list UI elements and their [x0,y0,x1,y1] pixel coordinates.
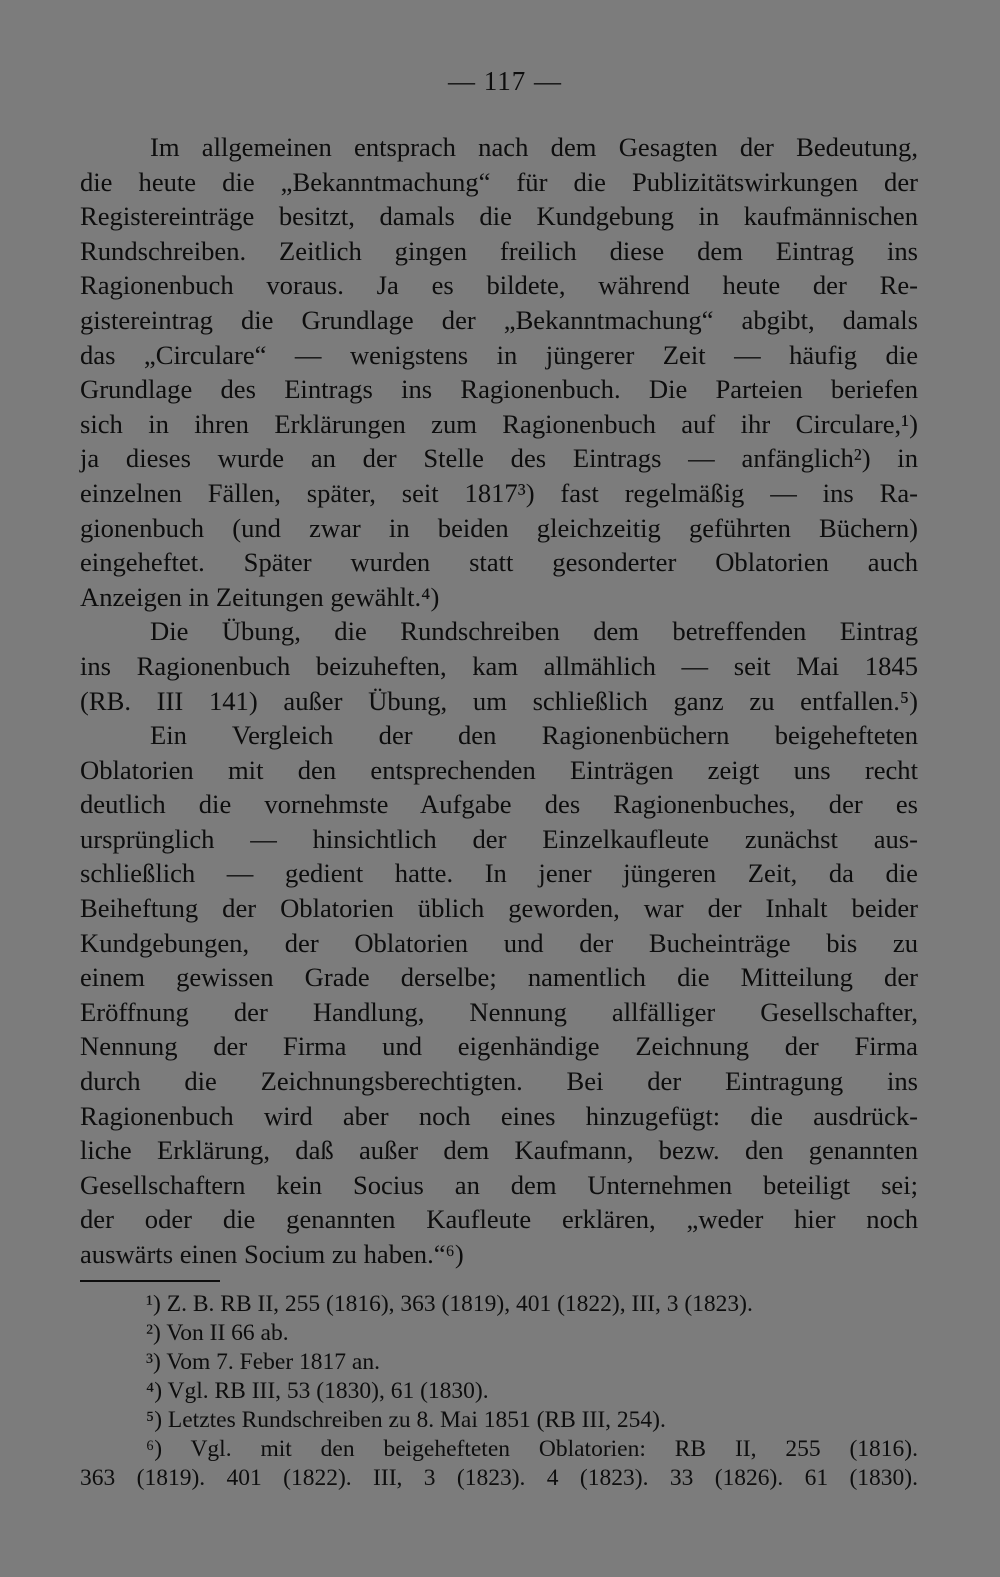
text-line: Beiheftung der Oblatorien üblich geworden, war der Inhalt beider [80,893,918,924]
text-line: Eröffnung der Handlung, Nennung allfälliger Gesellschafter, [80,996,918,1027]
text-line: Ragionenbuch voraus. Ja es bildete, während heute der Re- [80,270,918,301]
footnote: ⁵) Letztes Rundschreiben zu 8. Mai 1851 (RB III, 254). [146,1407,666,1433]
text-line: Rundschreiben. Zeitlich gingen freilich diese dem Eintrag ins [80,235,918,266]
text-line: der oder die genannten Kaufleute erklären, „weder hier noch [80,1204,918,1235]
text-line: schließlich — gedient hatte. In jener jüngeren Zeit, da die [80,858,918,889]
footnote: 363 (1819). 401 (1822). III, 3 (1823). 4 (1823). 33 (1826). 61 (1830). [80,1465,918,1491]
text-line: Gesellschaftern kein Socius an dem Unternehmen beteiligt sei; [80,1169,918,1200]
footnote: ²) Von II 66 ab. [146,1320,289,1346]
text-line: (RB. III 141) außer Übung, um schließlich ganz zu entfallen.⁵) [80,685,918,716]
page-number: — 117 — [448,66,562,96]
text-line: gionenbuch (und zwar in beiden gleichzeitig geführten Büchern) [80,512,918,543]
text-line: einem gewissen Grade derselbe; namentlich die Mitteilung der [80,962,918,993]
text-line: das „Circulare“ — wenigstens in jüngerer Zeit — häufig die [80,339,918,370]
text-line: ursprünglich — hinsichtlich der Einzelkaufleute zunächst aus- [80,823,918,854]
text-line: ja dieses wurde an der Stelle des Eintrags — anfänglich²) in [80,443,918,474]
text-line: einzelnen Fällen, später, seit 1817³) fast regelmäßig — ins Ra- [80,477,918,508]
text-line: Ein Vergleich der den Ragionenbüchern beigehefteten [150,720,918,751]
footnote: ³) Vom 7. Feber 1817 an. [146,1349,380,1375]
text-line: deutlich die vornehmste Aufgabe des Ragionenbuches, der es [80,789,918,820]
footnote: ¹) Z. B. RB II, 255 (1816), 363 (1819), 401 (1822), III, 3 (1823). [146,1291,753,1317]
text-line: gistereintrag die Grundlage der „Bekanntmachung“ abgibt, damals [80,304,918,335]
text-line: eingeheftet. Später wurden statt gesonderter Oblatorien auch [80,547,918,578]
footnote: ⁴) Vgl. RB III, 53 (1830), 61 (1830). [146,1378,489,1404]
text-line: Kundgebungen, der Oblatorien und der Bucheinträge bis zu [80,927,918,958]
text-line: Die Übung, die Rundschreiben dem betreffenden Eintrag [150,616,918,647]
footnotes [80,1290,918,1493]
text-line: ins Ragionenbuch beizuheften, kam allmählich — seit Mai 1845 [80,650,918,681]
footnote-separator [80,1280,220,1282]
text-line: durch die Zeichnungsberechtigten. Bei der Eintragung ins [80,1066,918,1097]
text-line: Registereinträge besitzt, damals die Kundgebung in kaufmännischen [80,201,918,232]
text-line: auswärts einen Socium zu haben.“⁶) [80,1239,464,1269]
text-line: Grundlage des Eintrags ins Ragionenbuch. Die Parteien beriefen [80,374,918,405]
text-line: die heute die „Bekanntmachung“ für die Publizitätswirkungen der [80,166,918,197]
text-line: Nennung der Firma und eigenhändige Zeichnung der Firma [80,1031,918,1062]
text-line: sich in ihren Erklärungen zum Ragionenbuch auf ihr Circulare,¹) [80,408,918,439]
text-line: liche Erklärung, daß außer dem Kaufmann, bezw. den genannten [80,1135,918,1166]
text-line: Oblatorien mit den entsprechenden Einträgen zeigt uns recht [80,754,918,785]
text-line: Anzeigen in Zeitungen gewählt.⁴) [80,581,440,612]
footnote: ⁶) Vgl. mit den beigehefteten Oblatorien: RB II, 255 (1816). [146,1436,918,1462]
body-text [80,130,918,1272]
text-line: Im allgemeinen entsprach nach dem Gesagten der Bedeutung, [150,132,918,162]
text-line: Ragionenbuch wird aber noch eines hinzugefügt: die ausdrück- [80,1100,918,1131]
